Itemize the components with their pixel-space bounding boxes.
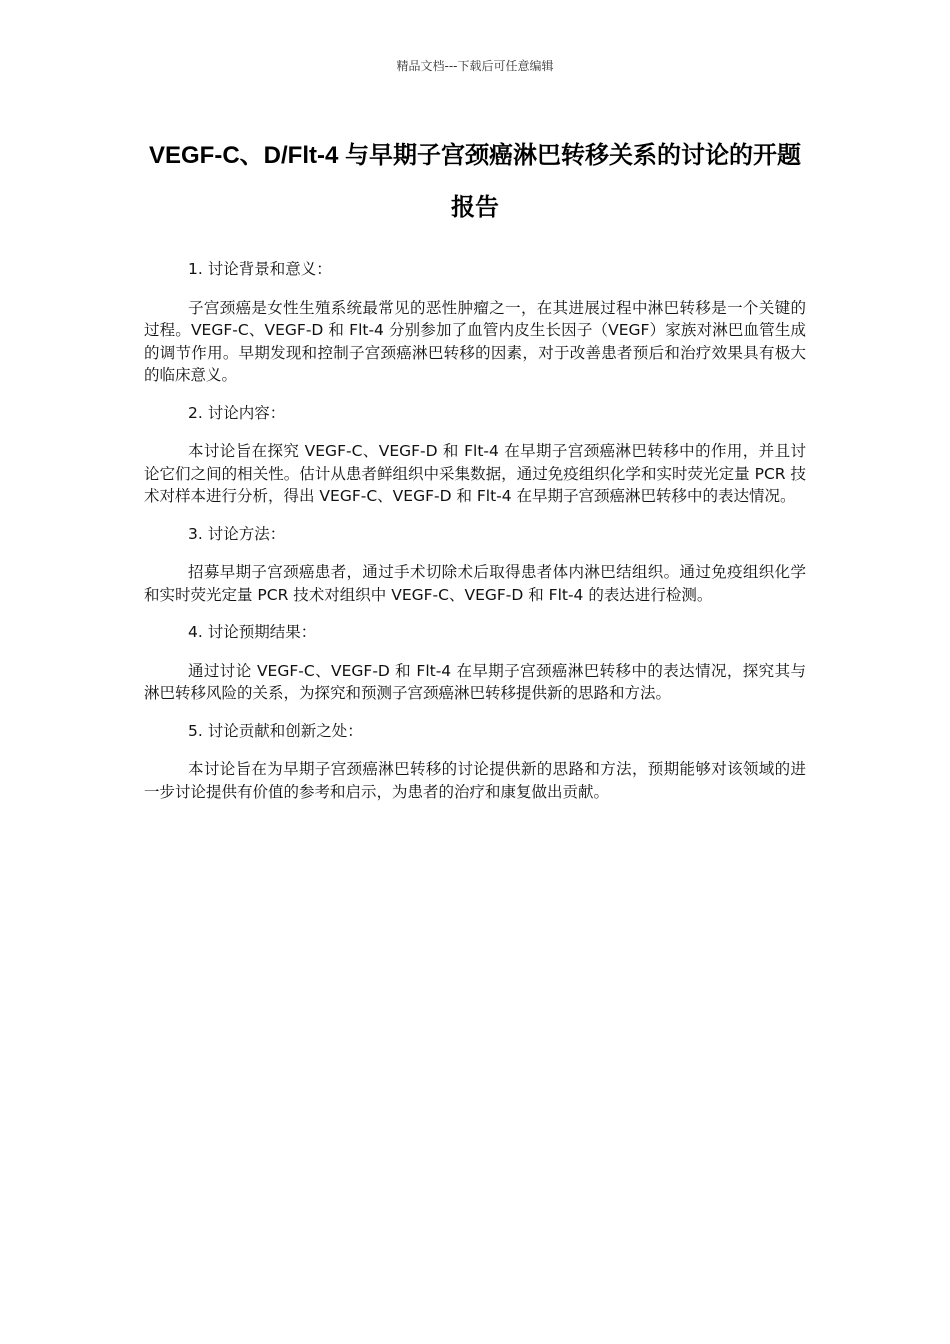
section-heading-method: 3. 讨论方法：	[188, 524, 286, 543]
section-paragraph-background: 子宫颈癌是女性生殖系统最常见的恶性肿瘤之一，在其进展过程中淋巴转移是一个关键的过程。VEGF-C、VEGF-D 和 Flt-4 分别参加了血管内皮生长因子（VEGF）家族对淋巴血管生成的调节作用。早期发现和控制子宫颈癌淋巴转移的因素，对于改善患者预后和治疗效果具有极大的临床意义。	[144, 298, 806, 384]
section-paragraph-expected-results: 通过讨论 VEGF-C、VEGF-D 和 Flt-4 在早期子宫颈癌淋巴转移中的表达情况，探究其与淋巴转移风险的关系，为探究和预测子宫颈癌淋巴转移提供新的思路和方法。	[144, 661, 806, 702]
section-heading-expected-results: 4. 讨论预期结果：	[188, 623, 317, 641]
section-paragraph-content: 本讨论旨在探究 VEGF-C、VEGF-D 和 Flt-4 在早期子宫颈癌淋巴转移中的作用，并且讨论它们之间的相关性。估计从患者鲜组织中采集数据，通过免疫组织化学和实时荧光定量 PCR 技术对样本进行分析，得出 VEGF-C、VEGF-D 和 Flt-4 在早期子宫颈癌淋巴转移中的表达情况。	[144, 442, 806, 505]
section-paragraph-contribution: 本讨论旨在为早期子宫颈癌淋巴转移的讨论提供新的思路和方法，预期能够对该领域的进一步讨论提供有价值的参考和启示，为患者的治疗和康复做出贡献。	[144, 760, 806, 801]
section-heading-contribution: 5. 讨论贡献和创新之处：	[188, 721, 363, 740]
section-heading-content: 2. 讨论内容：	[188, 403, 286, 422]
document-title: VEGF-C、D/Flt-4 与早期子宫颈癌淋巴转移关系的讨论的开题报告	[149, 142, 801, 221]
header-note: 精品文档---下载后可任意编辑	[396, 59, 554, 73]
section-paragraph-method: 招募早期子宫颈癌患者，通过手术切除术后取得患者体内淋巴结组织。通过免疫组织化学和实时荧光定量 PCR 技术对组织中 VEGF-C、VEGF-D 和 Flt-4 的表达进行检测。	[144, 563, 806, 604]
document-body	[144, 258, 806, 818]
section-heading-background: 1. 讨论背景和意义：	[188, 260, 332, 278]
